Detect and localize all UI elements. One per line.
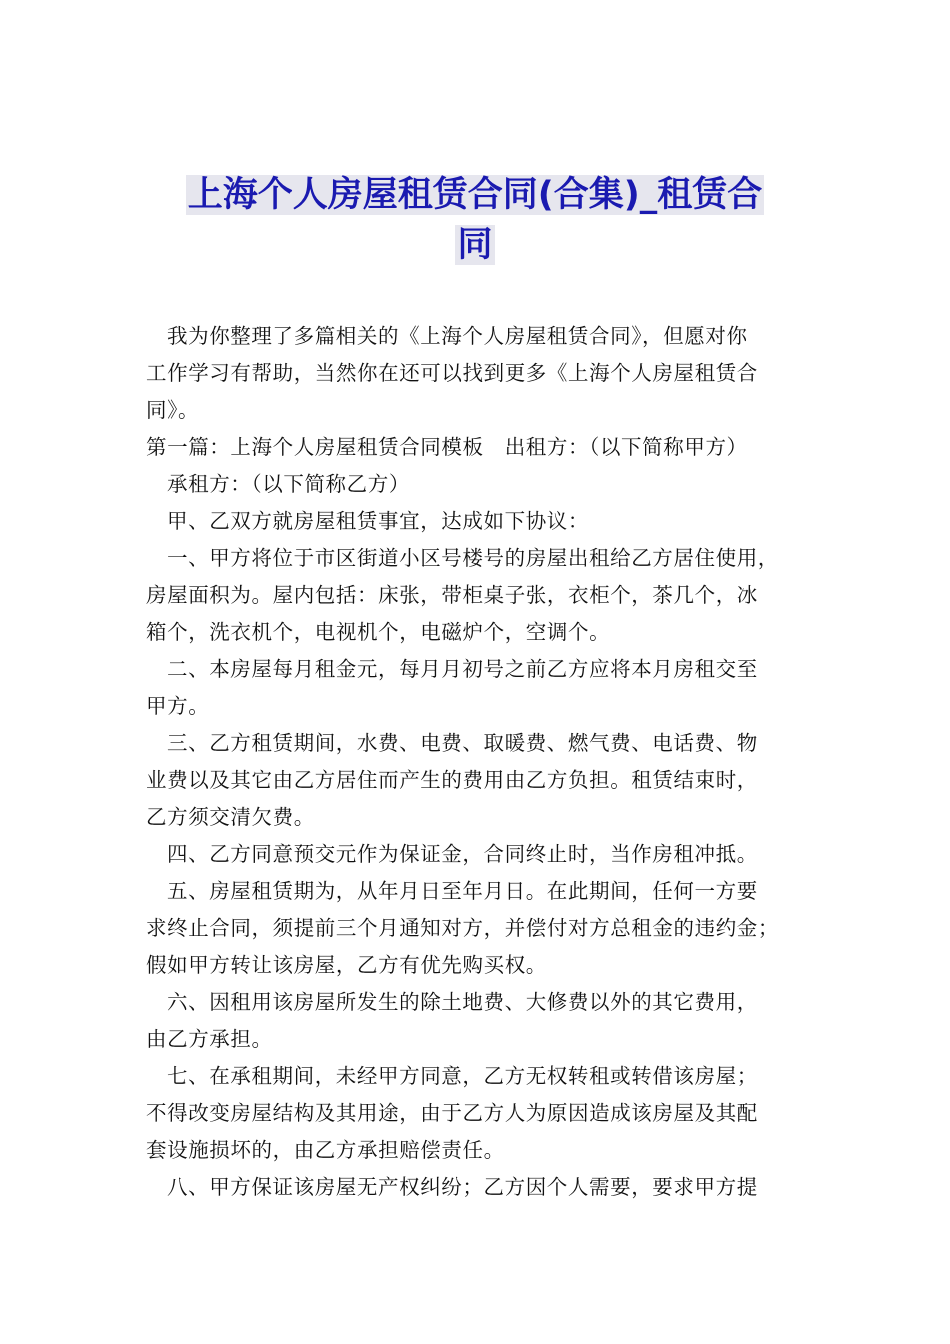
body-line: 套设施损坏的，由乙方承担赔偿责任。 xyxy=(146,1138,505,1162)
document-title xyxy=(150,170,800,270)
body-line: 甲方。 xyxy=(146,694,210,718)
body-line: 箱个，洗衣机个，电视机个，电磁炉个，空调个。 xyxy=(146,620,611,644)
body-line: 不得改变房屋结构及其用途，由于乙方人为原因造成该房屋及其配 xyxy=(146,1101,758,1125)
body-line: 三、乙方租赁期间，水费、电费、取暖费、燃气费、电话费、物 xyxy=(167,731,758,755)
document-body xyxy=(146,318,806,1206)
body-line: 我为你整理了多篇相关的《上海个人房屋租赁合同》，但愿对你 xyxy=(167,324,748,348)
body-line: 工作学习有帮助，当然你在还可以找到更多《上海个人房屋租赁合 xyxy=(146,361,758,385)
body-line: 同》。 xyxy=(146,398,200,422)
body-line: 房屋面积为。屋内包括：床张，带柜桌子张，衣柜个，茶几个，冰 xyxy=(146,583,758,607)
title-line-2: 同 xyxy=(457,225,493,265)
body-line: 乙方须交清欠费。 xyxy=(146,805,315,829)
body-line: 八、甲方保证该房屋无产权纠纷；乙方因个人需要，要求甲方提 xyxy=(167,1175,758,1199)
body-line: 六、因租用该房屋所发生的除土地费、大修费以外的其它费用， xyxy=(167,990,758,1014)
body-line: 假如甲方转让该房屋，乙方有优先购买权。 xyxy=(146,953,547,977)
body-line: 五、房屋租赁期为，从年月日至年月日。在此期间，任何一方要 xyxy=(167,879,758,903)
body-line: 二、本房屋每月租金元，每月月初号之前乙方应将本月房租交至 xyxy=(167,657,758,681)
body-line: 一、甲方将位于市区街道小区号楼号的房屋出租给乙方居住使用， xyxy=(167,546,779,570)
body-line: 业费以及其它由乙方居住而产生的费用由乙方负担。租赁结束时， xyxy=(146,768,758,792)
body-line: 求终止合同，须提前三个月通知对方，并偿付对方总租金的违约金； xyxy=(146,916,779,940)
body-line: 第一篇：上海个人房屋租赁合同模板 出租方：（以下简称甲方） xyxy=(146,435,748,459)
title-line-1: 上海个人房屋租赁合同(合集)_租赁合 xyxy=(187,175,763,215)
body-line: 由乙方承担。 xyxy=(146,1027,273,1051)
body-line: 承租方：（以下简称乙方） xyxy=(167,472,410,496)
body-line: 甲、乙双方就房屋租赁事宜，达成如下协议： xyxy=(167,509,589,533)
body-line: 四、乙方同意预交元作为保证金，合同终止时，当作房租冲抵。 xyxy=(167,842,758,866)
body-line: 七、在承租期间，未经甲方同意，乙方无权转租或转借该房屋； xyxy=(167,1064,758,1088)
